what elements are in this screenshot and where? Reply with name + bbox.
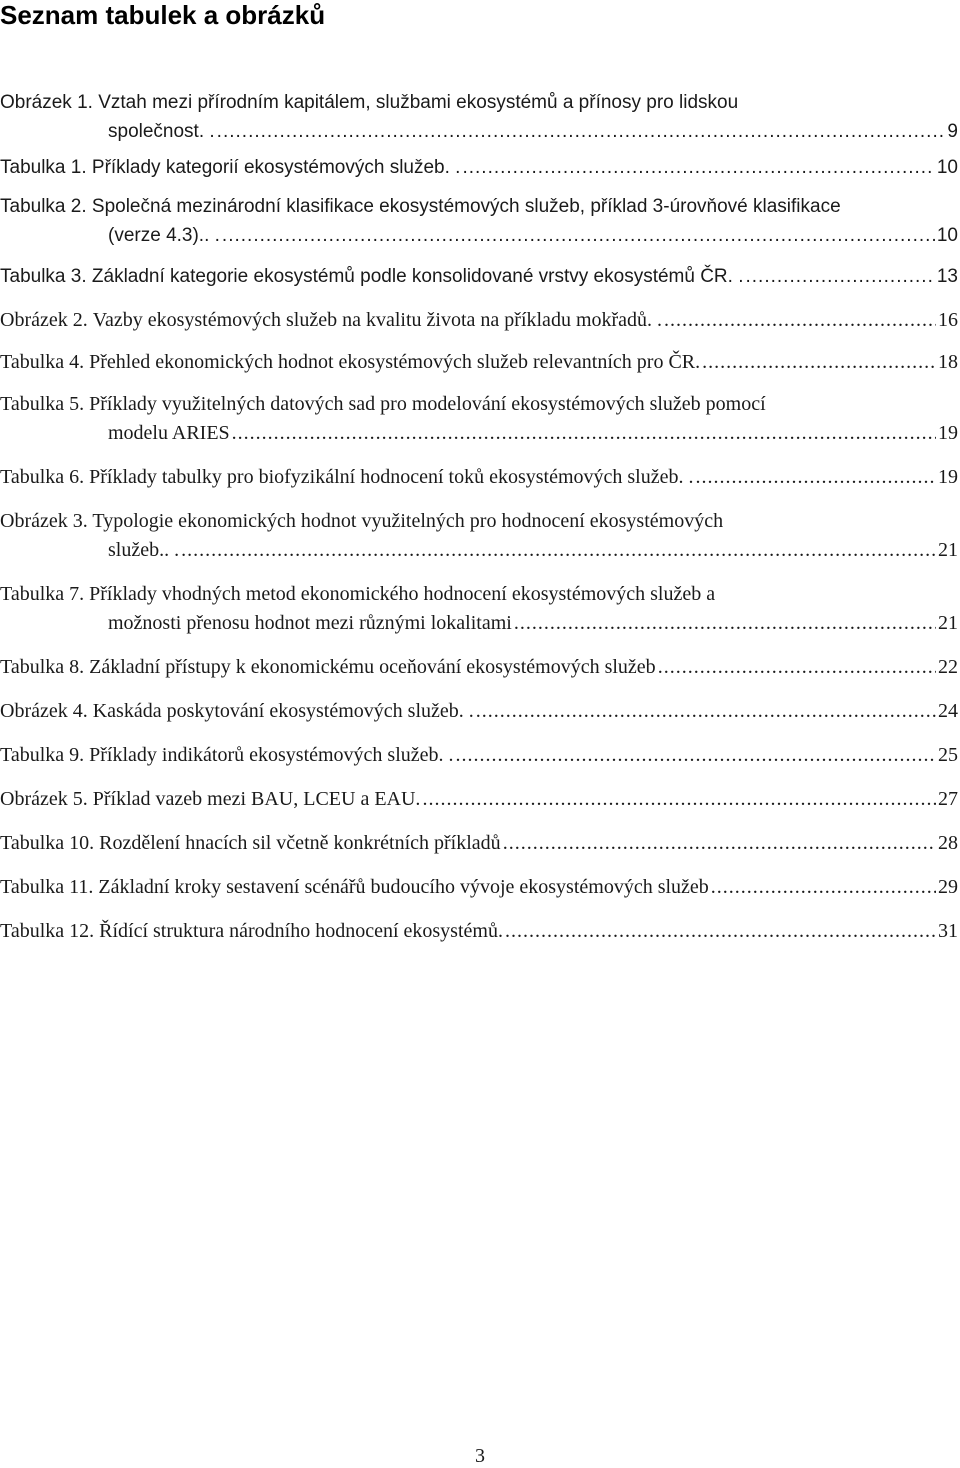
toc-entry-label: Tabulka 5. [0,393,85,415]
dot-leader [664,306,936,335]
toc-entry-page-number: 18 [938,351,958,373]
toc-entry-text: Vazby ekosystémových služeb na kvalitu života na příkladu mokřadů. . [92,309,663,331]
toc-entry-text: Společná mezinárodní klasifikace ekosystémových služeb, příklad 3-úrovňové klasifikace [91,196,841,217]
toc-entry-first-line [0,390,960,419]
dot-leader [232,419,936,448]
toc-entry[interactable] [0,829,960,858]
toc-entry[interactable] [0,580,960,638]
toc-entry-label: Tabulka 11. [0,876,94,898]
toc-entry-last-line [0,609,960,638]
toc-entry-text-continued: (verze 4.3).. . [108,225,220,246]
toc-entry[interactable] [0,873,960,902]
dot-leader [222,221,935,250]
toc-entry[interactable] [0,653,960,682]
toc-entry-label: Tabulka 7. [0,583,85,605]
toc-entry-last-line [0,117,960,146]
toc-entry-text: Základní přístupy k ekonomickému oceňování ekosystémových služeb [89,656,656,678]
toc-entry-text: Rozdělení hnacích sil včetně konkrétních příkladů [99,832,501,854]
toc-entry-page-number: 27 [938,788,958,810]
toc-entry-text: Přehled ekonomických hodnot ekosystémových služeb relevantních pro ČR. [89,351,701,373]
toc-entry-line [0,653,960,682]
toc-entry-text: Základní kategorie ekosystémů podle konsolidované vrstvy ekosystémů ČR. . [91,266,744,287]
toc-entry-label: Obrázek 2. [0,309,88,331]
toc-entry-line [0,348,960,377]
toc-entry-first-line [0,580,960,609]
toc-entry-text: Příklady kategorií ekosystémových služeb. . [91,157,461,178]
toc-entry-line [0,153,960,182]
dot-leader [181,536,936,565]
dot-leader [217,117,946,146]
toc-entry-page-number: 31 [938,920,958,942]
toc-entry-text: Příklady tabulky pro biofyzikální hodnocení toků ekosystémových služeb. . [89,466,694,488]
toc-entry-first-line [0,192,960,221]
dot-leader [695,463,936,492]
toc-entry-page-number: 24 [938,700,958,722]
toc-entry-text: Příklady indikátorů ekosystémových služeb. . [89,744,454,766]
toc-entry-text: Kaskáda poskytování ekosystémových služeb. . [92,700,474,722]
dot-leader [702,348,936,377]
toc-entry-line [0,873,960,902]
toc-entry-page-number: 21 [938,539,958,561]
toc-entry-text: Základní kroky sestavení scénářů budoucího vývoje ekosystémových služeb [98,876,709,898]
toc-entry-page-number: 29 [938,876,958,898]
toc-entry-label: Obrázek 5. [0,788,88,810]
toc-entry-page-number: 10 [936,157,958,178]
toc-entry-label: Tabulka 9. [0,744,85,766]
toc-entry-label: Tabulka 2. [0,196,87,217]
toc-entry-first-line [0,88,960,117]
toc-entry[interactable] [0,785,960,814]
toc-entry[interactable] [0,741,960,770]
toc-entry-last-line [0,221,960,250]
toc-entry-page-number: 22 [938,656,958,678]
toc-entry[interactable] [0,306,960,335]
toc-entry[interactable] [0,390,960,448]
toc-entry-line [0,785,960,814]
toc-entry-page-number: 9 [947,121,958,142]
toc-entry[interactable] [0,262,960,291]
toc-entry[interactable] [0,917,960,946]
toc-entry-text-continued: služeb.. . [108,539,180,561]
toc-entry[interactable] [0,348,960,377]
toc-entry-first-line [0,507,960,536]
toc-entry-text: Příklady vhodných metod ekonomického hodnocení ekosystémových služeb a [89,583,716,605]
toc-entry-page-number: 13 [936,266,958,287]
toc-entry-page-number: 21 [938,612,958,634]
toc-entry-line [0,306,960,335]
dot-leader [711,873,936,902]
dot-leader [658,653,936,682]
toc-entry-label: Tabulka 6. [0,466,85,488]
toc-entry[interactable] [0,192,960,250]
page-title: Seznam tabulek a obrázků [0,0,326,30]
toc-entry-label: Obrázek 1. [0,92,93,113]
toc-entry[interactable] [0,153,960,182]
toc-entry-text-continued: společnost. . [108,121,215,142]
toc-entry-text: Příklad vazeb mezi BAU, LCEU a EAU. [92,788,421,810]
toc-entry-page-number: 28 [938,832,958,854]
toc-entry-page-number: 25 [938,744,958,766]
dot-leader [422,785,936,814]
toc-entry-page-number: 19 [938,466,958,488]
dot-leader [476,697,936,726]
toc-entry-last-line [0,419,960,448]
toc-list [0,88,960,946]
dot-leader [514,609,936,638]
toc-entry-text: Typologie ekonomických hodnot využitelných pro hodnocení ekosystémových [92,510,724,532]
toc-entry-line [0,463,960,492]
dot-leader [505,917,936,946]
toc-entry-label: Tabulka 8. [0,656,85,678]
toc-entry-page-number: 16 [938,309,958,331]
toc-entry-label: Tabulka 3. [0,266,87,287]
toc-entry-label: Tabulka 4. [0,351,85,373]
toc-entry-line [0,829,960,858]
dot-leader [503,829,936,858]
toc-entry-line [0,262,960,291]
toc-entry-page-number: 10 [936,225,958,246]
toc-entry-line [0,697,960,726]
toc-entry-text: Řídící struktura národního hodnocení ekosystémů. [99,920,503,942]
toc-entry-last-line [0,536,960,565]
toc-entry[interactable] [0,88,960,146]
toc-entry-page-number: 19 [938,422,958,444]
toc-entry-label: Obrázek 3. [0,510,88,532]
toc-entry-label: Tabulka 10. [0,832,95,854]
toc-entry-text: Příklady využitelných datových sad pro modelování ekosystémových služeb pomocí [89,393,766,415]
toc-entry-line [0,741,960,770]
toc-entry-label: Obrázek 4. [0,700,88,722]
toc-entry-text-continued: modelu ARIES [108,422,230,444]
toc-entry[interactable] [0,507,960,565]
dot-leader [456,741,936,770]
toc-entry-text: Vztah mezi přírodním kapitálem, službami ekosystémů a přínosy pro lidskou [98,92,739,113]
page-number: 3 [475,1445,485,1467]
toc-entry-line [0,917,960,946]
toc-entry-text-continued: možnosti přenosu hodnot mezi různými lokalitami [108,612,512,634]
toc-entry-label: Tabulka 1. [0,157,87,178]
toc-entry[interactable] [0,463,960,492]
toc-entry-label: Tabulka 12. [0,920,95,942]
dot-leader [462,153,934,182]
dot-leader [746,262,935,291]
toc-entry[interactable] [0,697,960,726]
